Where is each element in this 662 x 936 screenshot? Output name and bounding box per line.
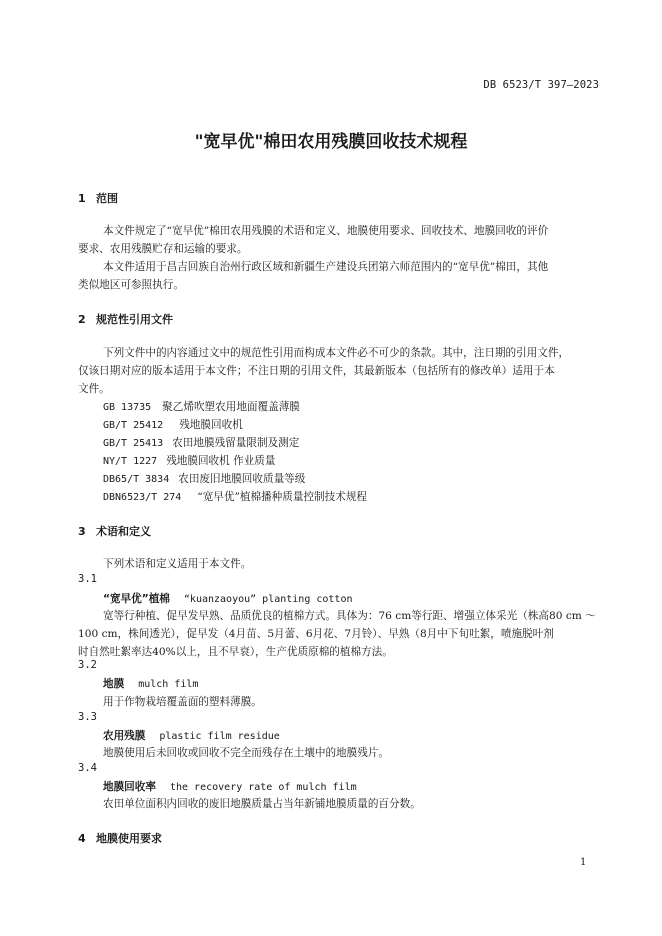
term-heading <box>103 676 198 691</box>
reference-title: 农田废旧地膜回收质量等级 <box>178 473 306 485</box>
reference-title: 残地膜回收机 <box>179 419 243 431</box>
document-title: "宽早优"棉田农用残膜回收技术规程 <box>194 132 468 152</box>
section-title: 范围 <box>96 192 118 205</box>
paragraph-line: 仅该日期对应的版本适用于本文件；不注日期的引用文件，其最新版本（包括所有的修改单）适用于本 <box>78 365 555 377</box>
reference-title: 农田地膜残留量限制及测定 <box>172 437 300 449</box>
term-heading <box>103 591 352 606</box>
reference-item <box>103 471 305 486</box>
term-definition-line: 地膜使用后未回收或回收不完全而残存在土壤中的地膜残片。 <box>103 747 390 759</box>
term-english: mulch film <box>138 679 199 690</box>
reference-title: 聚乙烯吹塑农用地面覆盖薄膜 <box>162 401 300 413</box>
term-number: 3.2 <box>78 659 97 671</box>
reference-title: “宽早优”植棉播种质量控制技术规程 <box>197 491 368 503</box>
term-definition-line: 时自然吐絮率达40%以上，且不早衰），生产优质原棉的植棉方法。 <box>78 646 393 658</box>
term-chinese: 农用残膜 <box>103 730 146 742</box>
page-number: 1 <box>580 857 587 868</box>
reference-title: 残地膜回收机 作业质量 <box>166 455 276 467</box>
term-definition-line: 用于作物栽培覆盖面的塑料薄膜。 <box>103 696 262 708</box>
reference-code: GB 13735 <box>103 402 152 413</box>
section-title: 规范性引用文件 <box>96 313 173 326</box>
paragraph-line: 本文件规定了“宽早优”棉田农用残膜的术语和定义、地膜使用要求、回收技术、地膜回收的评价 <box>103 225 549 237</box>
paragraph-line: 下列文件中的内容通过文中的规范性引用而构成本文件必不可少的条款。其中，注日期的引用文件， <box>103 347 570 359</box>
term-english: plastic film residue <box>159 731 280 742</box>
reference-code: NY/T 1227 <box>103 456 158 467</box>
term-chinese: 地膜回收率 <box>103 781 156 793</box>
reference-code: GB/T 25412 <box>103 420 164 431</box>
section-title: 地膜使用要求 <box>96 832 162 845</box>
section-3-heading <box>78 523 151 539</box>
reference-code: DBN6523/T 274 <box>103 492 182 503</box>
section-1-heading <box>78 190 118 206</box>
paragraph-line: 本文件适用于昌吉回族自治州行政区域和新疆生产建设兵团第六师范围内的“宽早优”棉田，其他 <box>103 261 549 273</box>
section-number: 4 <box>78 832 86 845</box>
paragraph-line: 下列术语和定义适用于本文件。 <box>103 558 252 570</box>
section-number: 2 <box>78 313 86 326</box>
term-english: the recovery rate of mulch film <box>169 782 357 793</box>
term-definition-line: 农田单位面积内回收的废旧地膜质量占当年新铺地膜质量的百分数。 <box>103 798 421 810</box>
paragraph-line: 文件。 <box>78 383 110 395</box>
term-english: “kuanzaoyou” planting cotton <box>183 594 353 605</box>
reference-item <box>103 399 300 414</box>
term-heading <box>103 728 280 743</box>
paragraph-line: 要求、农用残膜贮存和运输的要求。 <box>78 243 248 255</box>
document-code: DB 6523/T 397—2023 <box>483 79 599 91</box>
term-heading <box>103 779 357 794</box>
section-2-heading <box>78 311 173 327</box>
paragraph-line: 类似地区可参照执行。 <box>78 279 184 291</box>
term-definition-line: 宽等行种植、促早发早熟、品质优良的植棉方式。具体为：76 cm等行距、增强立体采光（株高80 cm ～ <box>103 610 596 622</box>
term-chinese: 地膜 <box>103 678 125 690</box>
reference-code: GB/T 25413 <box>103 438 164 449</box>
reference-item <box>103 489 367 504</box>
section-title: 术语和定义 <box>96 525 151 538</box>
reference-item <box>103 435 299 450</box>
reference-code: DB65/T 3834 <box>103 474 170 485</box>
reference-item <box>103 453 276 468</box>
section-number: 1 <box>78 192 86 205</box>
reference-item <box>103 417 243 432</box>
term-number: 3.3 <box>78 711 97 723</box>
section-number: 3 <box>78 525 86 538</box>
term-number: 3.4 <box>78 762 97 774</box>
term-definition-line: 100 cm，株间透光），促早发（4月苗、5月蕾、6月花、7月铃）、早熟（8月中下旬吐絮，喷施脱叶剂 <box>78 628 554 640</box>
term-number: 3.1 <box>78 573 97 585</box>
term-chinese: “宽早优”植棉 <box>103 593 170 605</box>
section-4-heading <box>78 830 162 846</box>
